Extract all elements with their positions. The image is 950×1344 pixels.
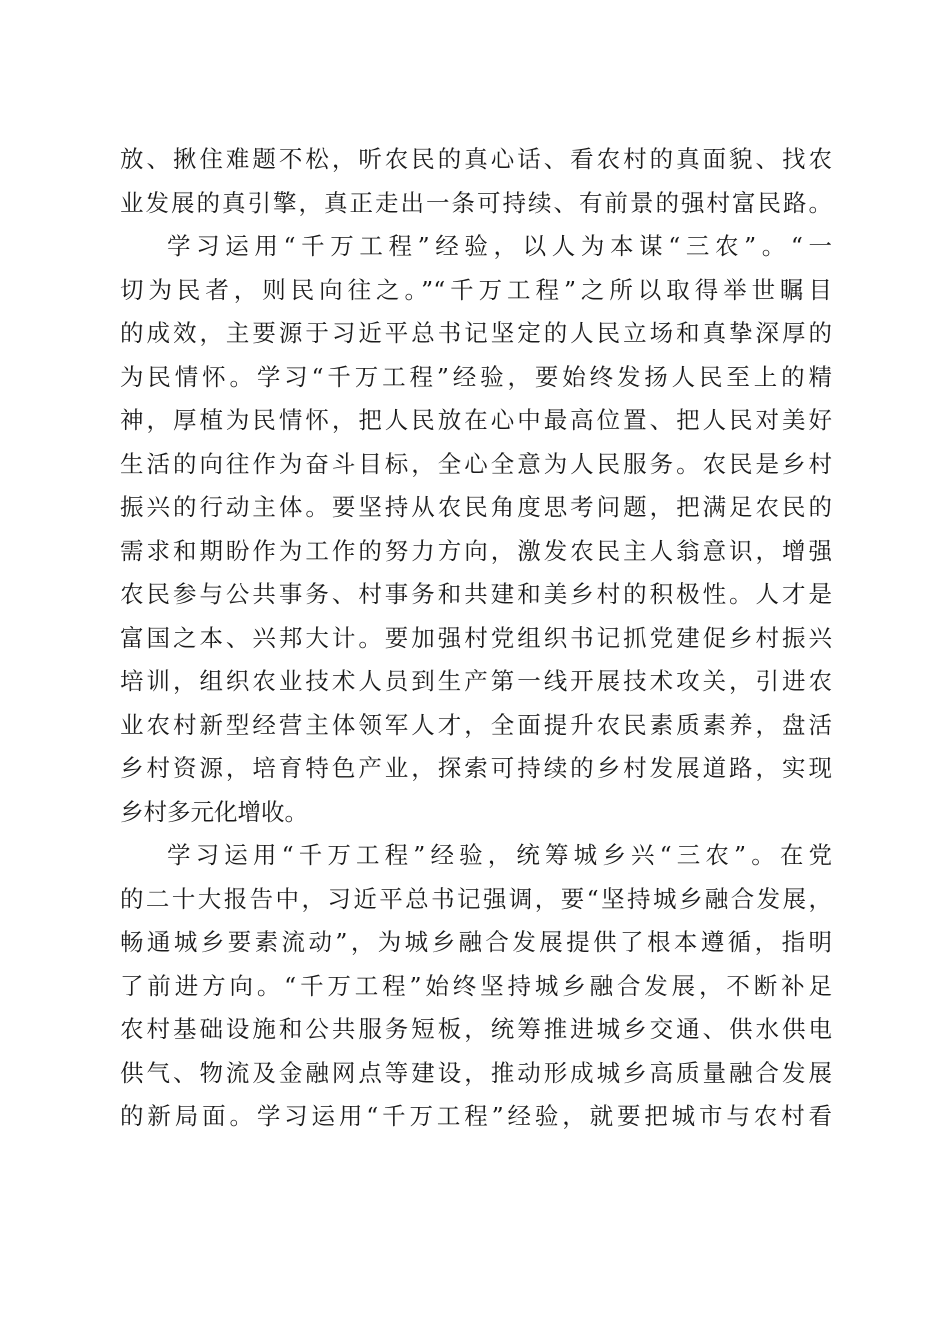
text-line: 生活的向往作为奋斗目标，全心全意为人民服务。农民是乡村	[120, 449, 832, 478]
text-line: 培训，组织农业技术人员到生产第一线开展技术攻关，引进农	[120, 667, 832, 695]
text-line: 业农村新型经营主体领军人才，全面提升农民素质素养，盘活	[120, 710, 832, 739]
text-line: 农村基础设施和公共服务短板，统筹推进城乡交通、供水供电	[120, 1015, 832, 1043]
text-line: 的成效，主要源于习近平总书记坚定的人民立场和真挚深厚的	[120, 319, 832, 347]
paragraph-urban-rural	[120, 834, 832, 1139]
text-line: 了前进方向。“千万工程”始终坚持城乡融合发展，不断补足	[120, 971, 832, 1000]
text-line: 富国之本、兴邦大计。要加强村党组织书记抓党建促乡村振兴	[120, 623, 832, 652]
text-line: 放、揪住难题不松，听农民的真心话、看农村的真面貌、找农	[120, 145, 832, 173]
text-line: 神，厚植为民情怀，把人民放在心中最高位置、把人民对美好	[120, 406, 832, 434]
text-line: 为民情怀。学习“千万工程”经验，要始终发扬人民至上的精	[120, 362, 832, 391]
text-line: 学习运用“千万工程”经验，以人为本谋“三农”。“一	[167, 232, 832, 260]
text-line: 振兴的行动主体。要坚持从农民角度思考问题，把满足农民的	[120, 493, 832, 521]
text-line: 乡村多元化增收。	[120, 797, 308, 826]
text-line: 需求和期盼作为工作的努力方向，激发农民主人翁意识，增强	[120, 536, 832, 565]
text-line: 乡村资源，培育特色产业，探索可持续的乡村发展道路，实现	[120, 754, 832, 782]
text-line: 切为民者，则民向往之。”“千万工程”之所以取得举世瞩目	[120, 275, 832, 304]
paragraph-people-centered	[120, 225, 832, 834]
text-line: 的二十大报告中，习近平总书记强调，要“坚持城乡融合发展，	[120, 884, 832, 913]
text-line: 农民参与公共事务、村事务和共建和美乡村的积极性。人才是	[120, 580, 832, 608]
document-page	[120, 138, 832, 1139]
text-line: 畅通城乡要素流动”，为城乡融合发展提供了根本遵循，指明	[120, 928, 832, 956]
text-line: 供气、物流及金融网点等建设，推动形成城乡高质量融合发展	[120, 1058, 832, 1087]
text-line: 的新局面。学习运用“千万工程”经验，就要把城市与农村看	[120, 1102, 832, 1130]
paragraph-continuation	[120, 138, 832, 225]
text-line: 学习运用“千万工程”经验，统筹城乡兴“三农”。在党	[167, 841, 832, 869]
text-line: 业发展的真引擎，真正走出一条可持续、有前景的强村富民路。	[120, 188, 832, 217]
